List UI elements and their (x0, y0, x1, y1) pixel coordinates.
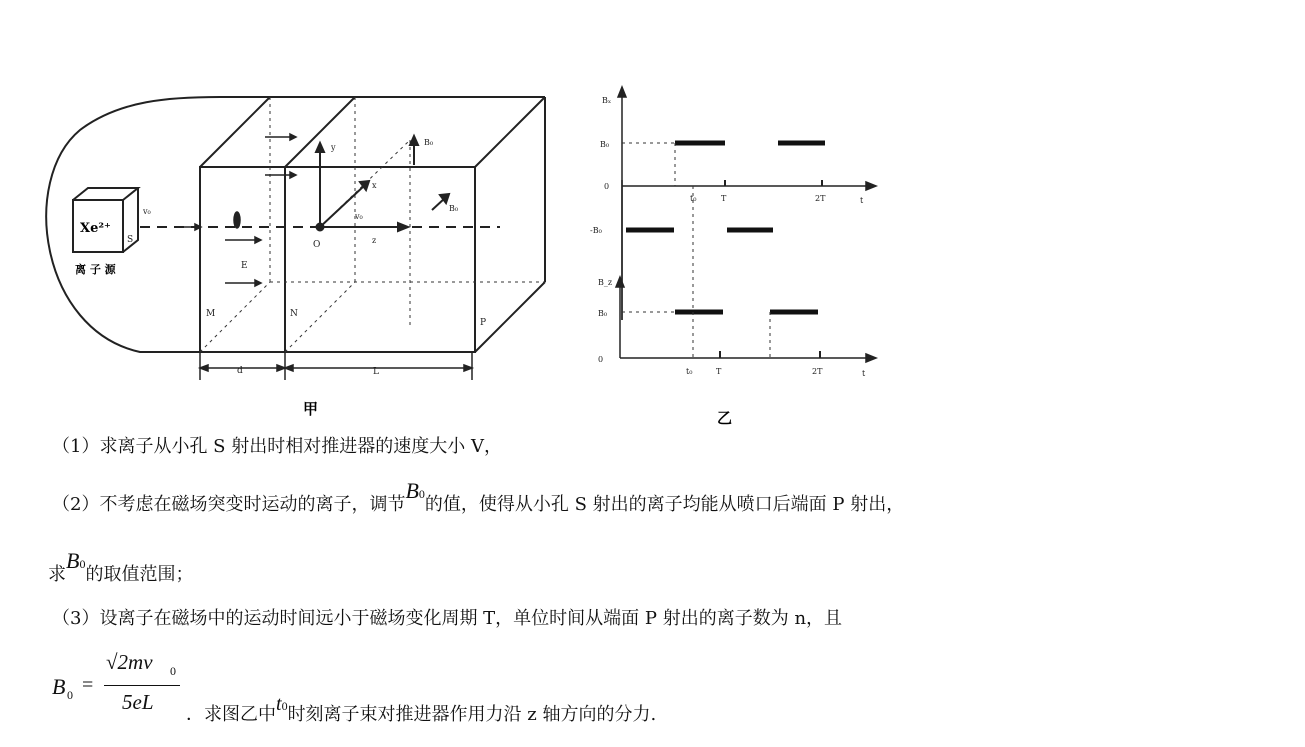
question-2-line-2 (48, 548, 194, 586)
bottom-tick-2t: 2T (812, 367, 823, 376)
question-2-part-c: 求 (48, 564, 66, 585)
y-axis-label: y (331, 143, 336, 152)
question-3-part-c: 时刻离子束对推进器作用力沿 z 轴方向的分力. (287, 704, 657, 725)
n-label: N (290, 309, 298, 319)
xe-label: Xe²⁺ (80, 221, 111, 236)
b0-symbol-2: B0 (66, 548, 86, 573)
top-neg-level: -B₀ (590, 226, 602, 235)
top-y-axis-label: Bₓ (602, 96, 612, 105)
question-2-line-1 (52, 478, 905, 516)
b0-symbol: B0 (405, 478, 425, 503)
bx-label: B₀ (424, 138, 434, 147)
s-hole-label: S (127, 235, 134, 245)
bottom-tick-t: T (716, 367, 722, 376)
bottom-t-label: t (862, 369, 866, 378)
top-tick-2t: 2T (815, 194, 826, 203)
top-origin: 0 (604, 182, 610, 191)
l-label: L (373, 367, 379, 377)
question-1 (52, 432, 502, 458)
origin-label: O (313, 240, 321, 250)
figure-field-graphs (590, 85, 890, 425)
formula-numerator: √2mv (106, 650, 153, 674)
formula-b0: B 0 = √2mv 0 5eL (52, 650, 192, 720)
bottom-y-axis-label: B_z (598, 278, 613, 287)
top-pos-level: B₀ (600, 140, 610, 149)
question-2-part-b: 的值，使得从小孔 S 射出的离子均能从喷口后端面 P 射出， (424, 494, 905, 515)
e-field-label: E (241, 261, 248, 271)
question-3-part-a: （3）设离子在磁场中的运动时间远小于磁场变化周期 T，单位时间从端面 P 射出的离子数为 n，且 (52, 608, 843, 629)
bottom-origin: 0 (598, 355, 604, 364)
bz-label: B₀ (449, 204, 459, 213)
question-2-part-d: 的取值范围； (85, 564, 194, 585)
formula-denominator: 5eL (122, 690, 154, 714)
vp-label: v₀ (355, 212, 363, 221)
top-tick-t: T (721, 194, 727, 203)
bottom-tick-t0: t₀ (686, 367, 693, 376)
question-3-part-b: ．求图乙中 (186, 704, 276, 725)
figure-a-caption: 甲 (303, 400, 319, 418)
top-t-label: t (860, 196, 864, 205)
v0-label: v₀ (143, 207, 151, 216)
x-axis-label: x (372, 181, 377, 190)
p-label: P (480, 318, 487, 328)
ion-source-label: 离 子 源 (75, 263, 116, 276)
fraction-bar (104, 685, 180, 686)
m-label: M (206, 309, 216, 319)
z-axis-label: z (372, 236, 377, 245)
top-tick-t0: t₀ (690, 194, 697, 203)
question-3-line-1 (52, 604, 842, 630)
t0-symbol: t0 (276, 693, 288, 715)
question-1-text: （1）求离子从小孔 S 射出时相对推进器的速度大小 V， (52, 436, 502, 457)
figure-b-caption: 乙 (717, 409, 733, 427)
question-2-part-a: （2）不考虑在磁场突变时运动的离子，调节 (52, 494, 406, 515)
bottom-level: B₀ (598, 309, 608, 318)
d-label: d (237, 366, 243, 376)
figure-apparatus (0, 0, 560, 420)
question-3-line-2 (186, 693, 657, 726)
